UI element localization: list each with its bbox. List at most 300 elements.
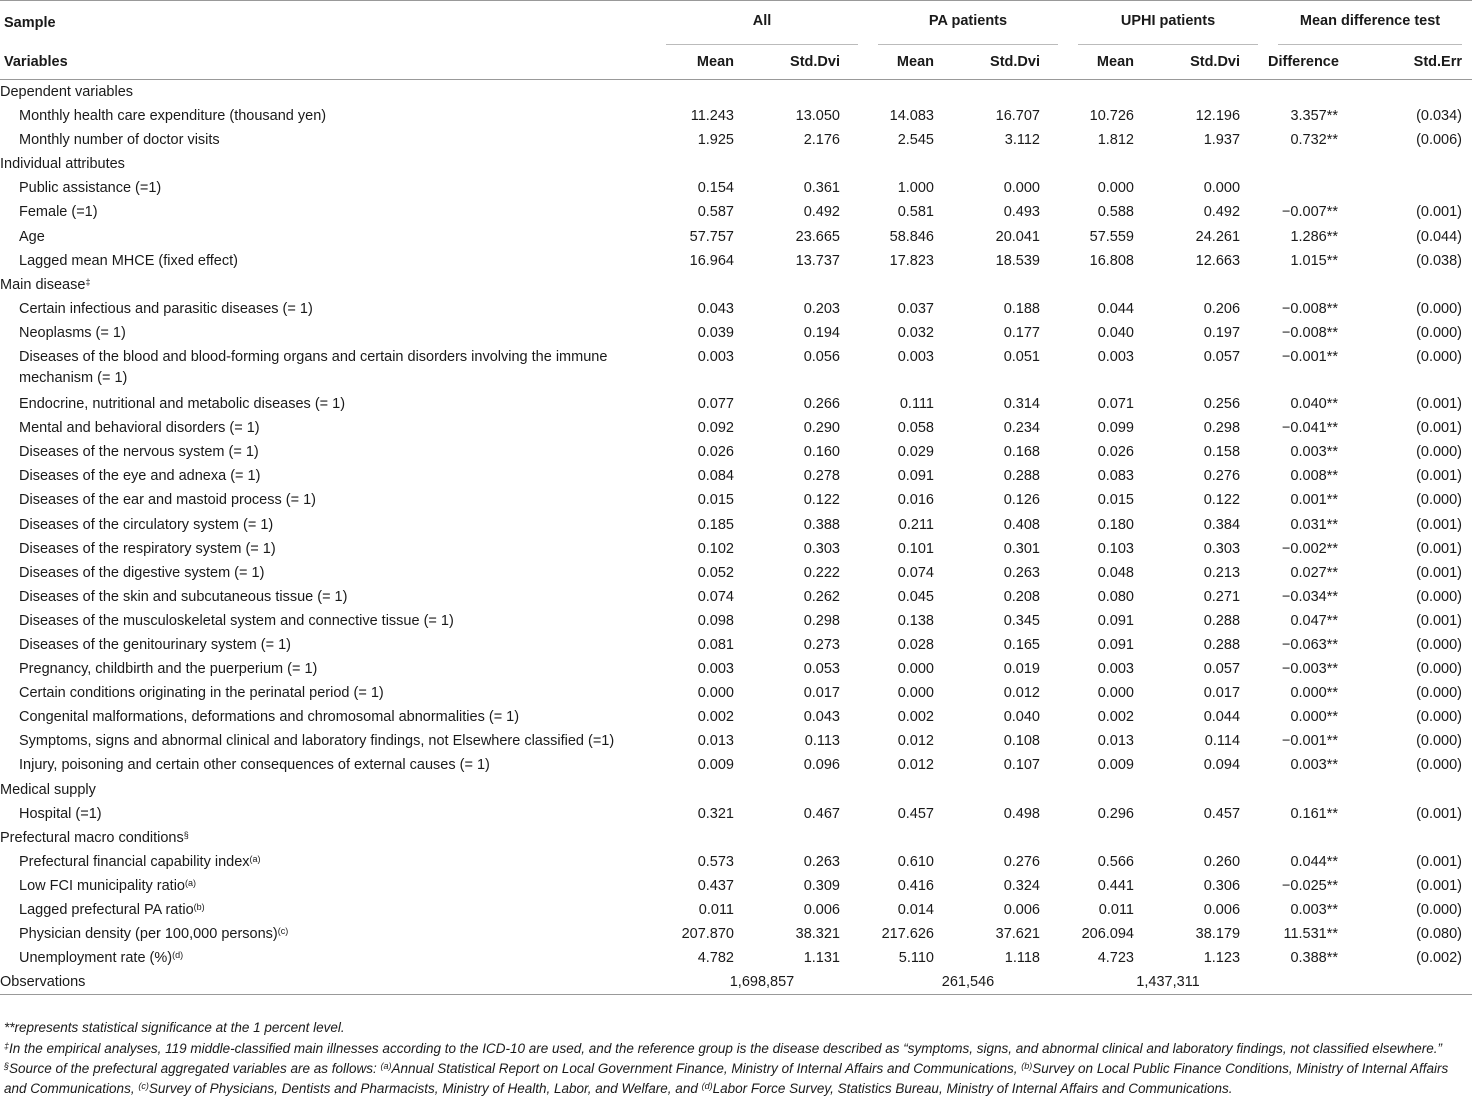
- table-cell: 0.044: [1097, 300, 1134, 317]
- table-cell: (0.001): [1416, 468, 1463, 485]
- table-cell: 0.002: [697, 709, 734, 726]
- table-cell: 4.782: [697, 950, 734, 967]
- table-row: [0, 657, 1472, 681]
- table-cell: 0.080: [1097, 588, 1134, 605]
- table-cell: 0.301: [1003, 540, 1040, 557]
- table-row: [0, 200, 1472, 224]
- table-row: [0, 633, 1472, 657]
- table-cell: 0.493: [1003, 204, 1040, 221]
- table-cell: 0.467: [803, 805, 840, 822]
- table-cell: 0.416: [897, 877, 934, 894]
- table-cell: −0.002**: [1281, 540, 1339, 557]
- table-cell: 0.566: [1097, 853, 1134, 870]
- table-cell: (0.001): [1416, 853, 1463, 870]
- variable-label: Diseases of the ear and mastoid process (= 1): [19, 492, 316, 509]
- table-cell: 14.083: [889, 108, 934, 125]
- table-body: [0, 80, 1472, 971]
- table-cell: 0.044**: [1290, 853, 1339, 870]
- table-cell: 0.492: [1203, 204, 1241, 221]
- table-row: [0, 729, 1472, 753]
- variable-label: Physician density (per 100,000 persons)$^{(c)}$: [19, 926, 289, 943]
- note-sources: §Source of the prefectural aggregated variables are as follows: $^{(a)}$Annual Statistical Report on Local Government Finance, Ministry of Internal Affairs and Communications, $^{(b)}$Survey on Local Public Finance Conditions, Ministry of Internal Affairs and Communications, $^{(c)}$Survey of Physicians, Dentists and Pharmacists, Ministry of Health, Labor, and Welfare, and $^{(d)}$Labor Force Survey, Statistics Bureau, Ministry of Internal Affairs and Communications.: [4, 1061, 1449, 1096]
- table-cell: (0.000): [1416, 588, 1463, 605]
- table-cell: (0.000): [1416, 349, 1463, 366]
- table-cell: 0.384: [1203, 516, 1241, 533]
- table-row: [0, 537, 1472, 561]
- table-cell: 0.037: [897, 300, 934, 317]
- table-cell: 0.019: [1003, 661, 1040, 678]
- table-cell: (0.000): [1416, 444, 1463, 461]
- table-cell: 0.309: [803, 877, 840, 894]
- table-cell: 0.345: [1003, 612, 1040, 629]
- table-cell: 0.044: [1203, 709, 1241, 726]
- variable-label: Lagged mean MHCE (fixed effect): [19, 252, 238, 269]
- variable-label: Low FCI municipality ratio$^{(a)}$: [19, 877, 196, 894]
- table-cell: 0.002: [897, 709, 934, 726]
- table-cell: 1.937: [1203, 132, 1241, 149]
- header-row-subcols: [0, 45, 1472, 80]
- table-cell: 0.000: [697, 685, 734, 702]
- table-cell: 0.009: [697, 757, 734, 774]
- table-cell: (0.000): [1416, 709, 1463, 726]
- table-cell: (0.044): [1416, 228, 1463, 245]
- table-cell: 0.263: [803, 853, 840, 870]
- observations-uphi: 1,437,311: [1068, 970, 1268, 995]
- table-cell: (0.034): [1416, 108, 1463, 125]
- variable-label: Symptoms, signs and abnormal clinical and laboratory findings, not Elsewhere classified (=1): [19, 733, 615, 750]
- table-cell: 0.000**: [1290, 685, 1339, 702]
- table-cell: 0.408: [1003, 516, 1040, 533]
- table-cell: 0.074: [897, 564, 934, 581]
- table-cell: 0.108: [1003, 733, 1040, 750]
- variable-label: Prefectural financial capability index$^{(a)}$: [19, 853, 261, 870]
- table-cell: (0.080): [1416, 926, 1463, 943]
- table-cell: 57.559: [1089, 228, 1134, 245]
- table-cell: 0.015: [1097, 492, 1134, 509]
- table-cell: 0.437: [697, 877, 734, 894]
- table-cell: 1.123: [1203, 950, 1241, 967]
- table-cell: 0.154: [697, 180, 734, 197]
- table-cell: −0.063**: [1281, 636, 1339, 653]
- variable-label: Diseases of the nervous system (= 1): [19, 444, 259, 461]
- table-cell: 0.180: [1097, 516, 1134, 533]
- table-cell: 1.812: [1097, 132, 1134, 149]
- table-cell: 0.003: [897, 349, 934, 366]
- table-cell: 0.017: [1203, 685, 1241, 702]
- table-cell: (0.001): [1416, 540, 1463, 557]
- table-cell: 11.243: [690, 108, 734, 125]
- table-cell: (0.000): [1416, 757, 1463, 774]
- table-cell: 0.016: [897, 492, 934, 509]
- table-cell: 0.203: [803, 300, 840, 317]
- table-cell: 0.017: [803, 685, 840, 702]
- table-cell: 0.040**: [1290, 396, 1339, 413]
- table-cell: 0.002: [1097, 709, 1134, 726]
- table-cell: 0.014: [897, 902, 934, 918]
- table-cell: −0.008**: [1281, 300, 1339, 317]
- table-cell: 0.314: [1003, 396, 1040, 413]
- table-cell: (0.038): [1416, 252, 1463, 269]
- table-cell: 0.288: [1203, 612, 1241, 629]
- table-cell: 0.091: [1097, 636, 1134, 653]
- table-cell: 0.052: [697, 564, 734, 581]
- subcol-header: Std.Err: [1366, 45, 1472, 80]
- table-row: [0, 321, 1472, 345]
- variable-label: Monthly number of doctor visits: [19, 132, 220, 149]
- table-cell: (0.001): [1416, 612, 1463, 629]
- variable-label: Certain conditions originating in the perinatal period (= 1): [19, 685, 384, 702]
- variable-label: Lagged prefectural PA ratio$^{(b)}$: [19, 902, 205, 918]
- table-row: [0, 464, 1472, 488]
- table-cell: 0.096: [803, 757, 840, 774]
- group-pa-patients: PA patients: [868, 1, 1068, 46]
- table-cell: 0.114: [1204, 733, 1241, 750]
- table-cell: 1.925: [697, 132, 734, 149]
- variable-label: Diseases of the musculoskeletal system and connective tissue (= 1): [19, 612, 454, 629]
- table-cell: 0.001**: [1290, 492, 1339, 509]
- table-cell: 0.000: [897, 661, 934, 678]
- section-label: Main disease‡: [0, 276, 91, 293]
- table-cell: 0.107: [1003, 757, 1040, 774]
- table-cell: 0.276: [1203, 468, 1241, 485]
- table-cell: 2.176: [803, 132, 840, 149]
- table-cell: 0.211: [898, 516, 934, 533]
- table-cell: 0.441: [1097, 877, 1134, 894]
- table-row: [0, 104, 1472, 128]
- table-cell: 18.539: [995, 252, 1040, 269]
- table-row: [0, 753, 1472, 777]
- table-cell: 0.303: [1203, 540, 1241, 557]
- table-cell: 0.122: [803, 492, 840, 509]
- section-row: [0, 152, 1472, 176]
- subcol-header: Mean: [868, 45, 962, 80]
- table-cell: (0.000): [1416, 300, 1463, 317]
- table-cell: 0.194: [803, 324, 840, 341]
- table-cell: 0.057: [1203, 661, 1241, 678]
- subcol-header: Mean: [656, 45, 762, 80]
- table-cell: 0.053: [803, 661, 840, 678]
- table-cell: 0.581: [897, 204, 934, 221]
- table-cell: 0.587: [697, 204, 734, 221]
- table-row: [0, 705, 1472, 729]
- table-cell: 0.091: [1097, 612, 1134, 629]
- table-cell: (0.001): [1416, 564, 1463, 581]
- table-cell: 0.031**: [1290, 516, 1339, 533]
- table-cell: (0.000): [1416, 636, 1463, 653]
- subcol-header: Difference: [1268, 45, 1366, 80]
- table-row: [0, 225, 1472, 249]
- table-cell: 0.388**: [1290, 950, 1339, 967]
- table-cell: [1366, 176, 1472, 200]
- note-main-disease: ‡In the empirical analyses, 119 middle-classified main illnesses according to the ICD-10 are used, and the reference group is the disease described as “symptoms, signs, and abnormal clinical and laboratory findings, not classified elsewhere.”: [4, 1041, 1442, 1056]
- table-cell: 0.003**: [1290, 757, 1339, 774]
- table-cell: 38.179: [1195, 926, 1241, 943]
- table-cell: (0.001): [1416, 204, 1463, 221]
- table-cell: 0.028: [897, 636, 934, 653]
- table-cell: 0.084: [697, 468, 734, 485]
- table-cell: −0.041**: [1281, 420, 1339, 437]
- table-cell: 0.091: [897, 468, 934, 485]
- table-cell: 207.870: [681, 926, 734, 943]
- table-cell: (0.001): [1416, 420, 1463, 437]
- table-cell: 1.131: [803, 950, 840, 967]
- table-cell: (0.000): [1416, 324, 1463, 341]
- variable-label: Congenital malformations, deformations and chromosomal abnormalities (= 1): [19, 709, 520, 726]
- section-label: Dependent variables: [0, 84, 134, 100]
- table-cell: 0.388: [803, 516, 840, 533]
- table-cell: (0.001): [1416, 877, 1463, 894]
- table-cell: (0.000): [1416, 661, 1463, 678]
- table-cell: 1.286**: [1290, 228, 1339, 245]
- table-cell: 13.050: [795, 108, 840, 125]
- variable-label: Diseases of the respiratory system (= 1): [19, 540, 276, 557]
- table-cell: 0.056: [803, 349, 840, 366]
- section-label: Medical supply: [0, 781, 96, 798]
- table-cell: 0.039: [697, 324, 734, 341]
- table-cell: 0.092: [697, 420, 734, 437]
- table-cell: 0.011: [1098, 902, 1134, 918]
- table-cell: 0.122: [1203, 492, 1241, 509]
- table-cell: 0.361: [803, 180, 840, 197]
- table-cell: 0.208: [1003, 588, 1040, 605]
- variable-label: Endocrine, nutritional and metabolic diseases (= 1): [19, 396, 346, 413]
- table-cell: 3.357**: [1290, 108, 1339, 125]
- table-row: [0, 609, 1472, 633]
- table-cell: 0.177: [1003, 324, 1040, 341]
- table-cell: 0.003**: [1290, 902, 1339, 918]
- table-cell: 0.003: [1097, 661, 1134, 678]
- table-cell: 0.126: [1003, 492, 1040, 509]
- table-cell: 0.101: [897, 540, 934, 557]
- table-cell: 0.043: [803, 709, 840, 726]
- table-cell: 0.298: [803, 612, 840, 629]
- table-cell: 0.077: [697, 396, 734, 413]
- table-row: [0, 345, 1472, 392]
- variable-label: Diseases of the skin and subcutaneous tissue (= 1): [19, 588, 348, 605]
- sample-label: Sample: [0, 1, 656, 46]
- table-cell: −0.003**: [1281, 661, 1339, 678]
- table-cell: 0.000: [1203, 180, 1241, 197]
- table-cell: (0.000): [1416, 902, 1463, 918]
- table-row: [0, 392, 1472, 416]
- table-cell: 5.110: [898, 950, 934, 967]
- table-cell: −0.025**: [1281, 877, 1339, 894]
- observations-label: Observations: [0, 970, 656, 995]
- note-significance: **represents statistical significance at the 1 percent level.: [4, 1020, 345, 1035]
- table-cell: 16.707: [995, 108, 1040, 125]
- table-cell: 0.271: [1203, 588, 1241, 605]
- table-cell: −0.007**: [1281, 204, 1339, 221]
- table-cell: (0.001): [1416, 396, 1463, 413]
- section-row: [0, 273, 1472, 297]
- table-cell: 0.273: [803, 636, 840, 653]
- table-row: [0, 898, 1472, 922]
- table-cell: 0.113: [804, 733, 840, 750]
- table-cell: 0.288: [1203, 636, 1241, 653]
- table-cell: 0.262: [803, 588, 840, 605]
- subcol-header: Std.Dvi: [1162, 45, 1268, 80]
- table-cell: 0.000: [1003, 180, 1040, 197]
- table-cell: 0.573: [697, 853, 734, 870]
- table-cell: 0.102: [697, 540, 734, 557]
- group-mean-difference-test: Mean difference test: [1268, 1, 1472, 46]
- table-cell: 0.003: [697, 661, 734, 678]
- table-cell: 0.260: [1203, 853, 1241, 870]
- table-cell: 0.111: [899, 396, 934, 413]
- table-cell: 11.531**: [1283, 926, 1339, 943]
- table-row: [0, 585, 1472, 609]
- table-cell: 0.003**: [1290, 444, 1339, 461]
- table-cell: 0.732**: [1290, 132, 1339, 149]
- table-row: [0, 922, 1472, 946]
- table-cell: 0.003: [1097, 349, 1134, 366]
- table-cell: 0.222: [803, 564, 840, 581]
- table-cell: 0.011: [698, 902, 734, 918]
- table-cell: 0.288: [1003, 468, 1040, 485]
- table-cell: (0.001): [1416, 805, 1463, 822]
- variable-label: Diseases of the digestive system (= 1): [19, 564, 265, 581]
- table-cell: (0.002): [1416, 950, 1463, 967]
- table-cell: 20.041: [995, 228, 1040, 245]
- table-cell: 57.757: [689, 228, 734, 245]
- table-cell: 0.296: [1097, 805, 1134, 822]
- table-cell: 0.161**: [1290, 805, 1339, 822]
- table-cell: 0.324: [1003, 877, 1040, 894]
- table-cell: 0.013: [697, 733, 734, 750]
- table-cell: [1268, 176, 1366, 200]
- table-cell: 0.492: [803, 204, 840, 221]
- table-row: [0, 561, 1472, 585]
- table-cell: 0.094: [1203, 757, 1241, 774]
- table-cell: 37.621: [995, 926, 1040, 943]
- table-cell: 0.160: [803, 444, 840, 461]
- subcol-header: Std.Dvi: [962, 45, 1068, 80]
- table-cell: 0.040: [1097, 324, 1134, 341]
- table-cell: 0.457: [897, 805, 934, 822]
- table-cell: 0.306: [1203, 877, 1241, 894]
- table-cell: 0.498: [1003, 805, 1040, 822]
- table-cell: 0.303: [803, 540, 840, 557]
- table-cell: 1.015**: [1290, 252, 1339, 269]
- variable-label: Neoplasms (= 1): [19, 324, 126, 341]
- table-cell: 2.545: [897, 132, 934, 149]
- table-cell: 17.823: [889, 252, 934, 269]
- table-cell: 0.009: [1097, 757, 1134, 774]
- variable-label: Hospital (=1): [19, 805, 102, 822]
- table-cell: 217.626: [881, 926, 934, 943]
- group-uphi-patients: UPHI patients: [1068, 1, 1268, 46]
- variable-label: Female (=1): [19, 204, 98, 221]
- table-cell: 0.057: [1203, 349, 1241, 366]
- variable-label: Diseases of the circulatory system (= 1): [19, 516, 274, 533]
- table-cell: 0.213: [1203, 564, 1241, 581]
- table-row: [0, 297, 1472, 321]
- table-cell: 13.737: [795, 252, 840, 269]
- table-cell: (0.001): [1416, 516, 1463, 533]
- table-cell: 0.610: [897, 853, 934, 870]
- table-cell: 0.081: [697, 636, 734, 653]
- variable-label: Mental and behavioral disorders (= 1): [19, 420, 260, 437]
- group-all: All: [656, 1, 868, 46]
- table-cell: 0.321: [697, 805, 734, 822]
- table-cell: 0.040: [1003, 709, 1040, 726]
- table-cell: 0.047**: [1290, 612, 1339, 629]
- table-cell: 0.006: [1203, 902, 1241, 918]
- table-row: [0, 416, 1472, 440]
- table-cell: 23.665: [795, 228, 840, 245]
- variable-label: Diseases of the genitourinary system (= 1): [19, 636, 291, 653]
- table-cell: 0.043: [697, 300, 734, 317]
- table-cell: 0.206: [1203, 300, 1241, 317]
- table-cell: (0.000): [1416, 492, 1463, 509]
- table-row: [0, 681, 1472, 705]
- table-cell: 16.808: [1089, 252, 1134, 269]
- table-cell: 0.158: [1203, 444, 1241, 461]
- table-cell: 0.015: [697, 492, 734, 509]
- variable-label: Age: [19, 228, 45, 245]
- table-cell: 0.012: [897, 757, 934, 774]
- table-cell: −0.001**: [1281, 349, 1339, 366]
- table-cell: 12.663: [1195, 252, 1241, 269]
- table-cell: 1.000: [897, 180, 934, 197]
- table-cell: 0.008**: [1290, 468, 1339, 485]
- table-row: [0, 440, 1472, 464]
- table-row: [0, 128, 1472, 152]
- table-cell: 12.196: [1195, 108, 1241, 125]
- subcol-header: Mean: [1068, 45, 1162, 80]
- table-cell: 0.048: [1097, 564, 1134, 581]
- variable-label: Unemployment rate (%)$^{(d)}$: [19, 950, 184, 967]
- table-row: [0, 802, 1472, 826]
- table-cell: 0.058: [897, 420, 934, 437]
- table-cell: 0.013: [1097, 733, 1134, 750]
- variable-label: Public assistance (=1): [19, 180, 162, 197]
- observations-all: 1,698,857: [656, 970, 868, 995]
- table-cell: 0.029: [897, 444, 934, 461]
- table-cell: 0.185: [697, 516, 734, 533]
- table-row: [0, 488, 1472, 512]
- header-row-groups: [0, 1, 1472, 46]
- table-cell: 0.165: [1003, 636, 1040, 653]
- table-cell: 0.278: [803, 468, 840, 485]
- table-cell: 0.027**: [1290, 564, 1339, 581]
- table-cell: 0.263: [1003, 564, 1040, 581]
- table-cell: 0.098: [697, 612, 734, 629]
- variable-label: Diseases of the blood and blood-forming organs and certain disorders involving the immune mechanism (= 1): [19, 349, 608, 387]
- table-cell: 0.026: [1097, 444, 1134, 461]
- table-cell: 0.276: [1003, 853, 1040, 870]
- table-row: [0, 946, 1472, 970]
- table-cell: 0.000: [1097, 180, 1134, 197]
- table-cell: 0.168: [1003, 444, 1040, 461]
- variable-label: Pregnancy, childbirth and the puerperium (= 1): [19, 661, 318, 678]
- table-cell: 58.846: [889, 228, 934, 245]
- table-cell: 0.045: [897, 588, 934, 605]
- table-cell: 0.083: [1097, 468, 1134, 485]
- table-cell: 0.457: [1203, 805, 1241, 822]
- table-cell: 0.256: [1203, 396, 1241, 413]
- table-cell: 0.298: [1203, 420, 1241, 437]
- table-cell: 1.118: [1004, 950, 1040, 967]
- table-cell: 4.723: [1097, 950, 1134, 967]
- variable-label: Monthly health care expenditure (thousand yen): [19, 108, 327, 125]
- table-cell: 0.000: [897, 685, 934, 702]
- subcol-header: Std.Dvi: [762, 45, 868, 80]
- table-cell: 16.964: [689, 252, 734, 269]
- table-cell: 0.000**: [1290, 709, 1339, 726]
- table-cell: 0.290: [803, 420, 840, 437]
- table-cell: 0.099: [1097, 420, 1134, 437]
